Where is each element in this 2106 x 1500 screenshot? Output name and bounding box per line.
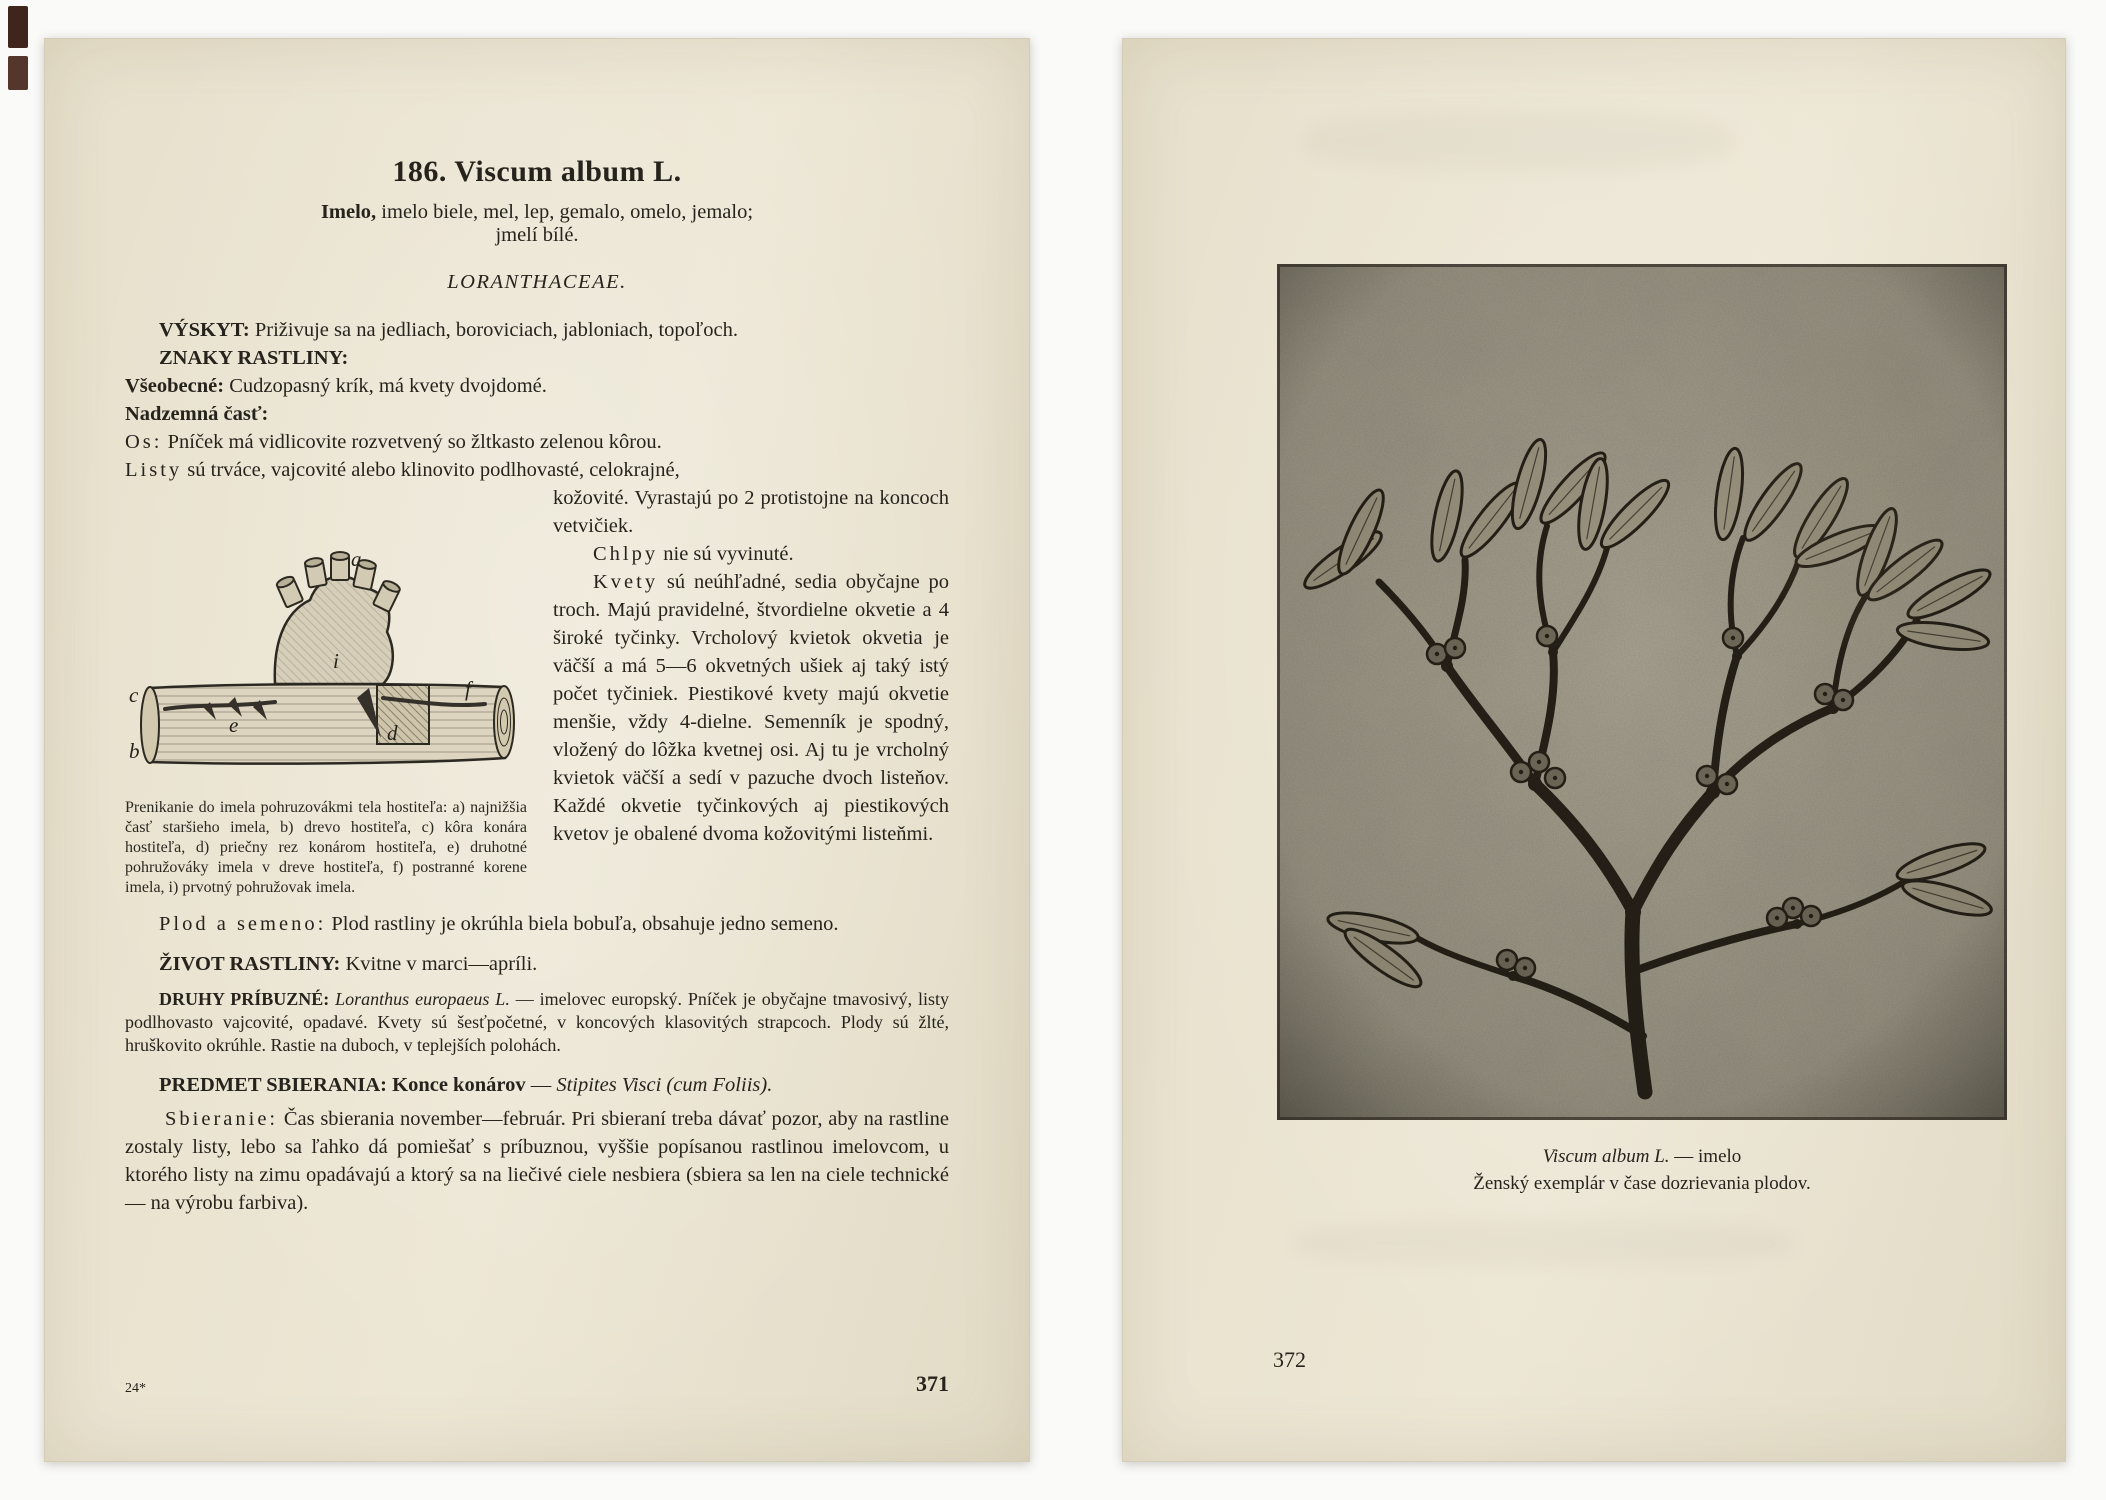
zivot-paragraph — [125, 950, 949, 978]
os-paragraph — [125, 428, 949, 456]
plod-paragraph — [125, 900, 949, 938]
figure-caption: Prenikanie do imela pohruzovákmi tela hostiteľa: a) najnižšia časť staršieho imela, b) drevo hostiteľa, c) kôra konára hostiteľa, d) priečny rez konárom hostiteľa, e) druhotné pohružováky imela v dreve hostiteľa, f) postranné korene imela, i) prvotný pohružovak imela. — [125, 799, 527, 896]
nadzemna-heading: Nadzemná časť: — [125, 403, 269, 425]
letter-a: a — [351, 547, 362, 571]
kvety-text: sú neúhľadné, sedia obyčajne po troch. Majú pravidelné, štvordielne okvetie a 4 široké tyčinky. Vrcholový kvietok okvetia je väčší a má 5—6 okvetných ušiek aj taký istý počet tyčiniek. Piestikové kvety majú okvetie menšie, vždy 4-dielne. Semenník je spodný, vložený do lôžka kvetnej osi. Aj tu je vrcholný kvietok väčší a sedí v pazuche dvoch listeňov. Každé okvetie tyčinkových aj piestikových kvetov je obalené dvoma kožovitými listeňmi. — [553, 571, 950, 845]
scan-edge-mark — [8, 56, 28, 90]
vseobecne-paragraph — [125, 372, 949, 400]
chlpy-text: nie sú vyvinuté. — [663, 543, 794, 565]
listy-text: sú trváce, vajcovité alebo klinovito podlhovasté, celokrajné, — [187, 459, 680, 481]
druhy-species: Loranthus europaeus L. — [335, 989, 510, 1009]
plate-caption-species: Viscum album L. — [1542, 1146, 1670, 1167]
predmet-object: Konce konárov — [392, 1074, 526, 1096]
chapter-title: 186. Viscum album L. — [392, 155, 682, 188]
host-penetration-drawing — [125, 492, 527, 790]
right-page — [1122, 38, 2066, 1462]
plod-label: Plod a semeno: — [159, 913, 327, 935]
vyskyt-paragraph — [125, 316, 949, 344]
family-name: LORANTHACEAE. — [447, 271, 627, 293]
right-page-number: 372 — [1273, 1347, 1306, 1372]
letter-e: e — [229, 713, 239, 737]
listy-continuation: kožovité. Vyrastajú po 2 protistojne na koncoch vetvičiek. — [553, 487, 949, 537]
bleedthrough-smudge — [1303, 109, 1733, 173]
letter-i: i — [333, 649, 339, 673]
scan-edge-mark — [8, 6, 28, 48]
vseobecne-label: Všeobecné: — [125, 375, 225, 397]
sbieranie-paragraph — [125, 1105, 949, 1217]
left-page — [44, 38, 1030, 1462]
vseobecne-text: Cudzopasný krík, má kvety dvojdomé. — [229, 375, 547, 397]
signature-mark: 24* — [125, 1381, 146, 1396]
left-page-number: 371 — [916, 1371, 949, 1396]
zivot-text: Kvitne v marci—apríli. — [345, 953, 538, 975]
letter-f: f — [465, 677, 471, 701]
os-text: Pníček má vidlicovite rozvetvený so žltkasto zelenou kôrou. — [167, 431, 662, 453]
host-penetration-figure — [125, 492, 527, 898]
common-names-line2: jmelí bílé. — [495, 224, 579, 246]
cross-section-cut — [377, 685, 429, 744]
listy-paragraph — [125, 456, 949, 484]
predmet-dash: — — [530, 1074, 552, 1096]
bleedthrough-smudge — [1293, 1219, 1793, 1267]
sbieranie-label: Sbieranie: — [165, 1108, 279, 1130]
znaky-heading: ZNAKY RASTLINY: — [159, 347, 349, 369]
plate-caption-common: — imelo — [1674, 1146, 1742, 1167]
druhy-text: — imelovec europský. Pníček je obyčajne tmavosivý, listy podlhovasto vajcovité, opadavé. Kvety sú šesťpočetné, v koncových klasovitých strapcoch. Plody sú žlté, hruškovito okrúhle. Rastie na duboch, v teplejších polohách. — [125, 989, 949, 1055]
sbieranie-text: Čas sbierania november—február. Pri sbieraní treba dávať pozor, aby na rastline zostaly listy, lebo sa ľahko dá pomiešať s príbuznou, vyššie popísanou rastlinou imelovcom, u ktorého listy na zimu opadávajú a ktorý sa na liečivé ciele nesbiera (sbiera sa len na ciele technické — na výrobu farbiva). — [125, 1108, 949, 1214]
common-names-rest: imelo biele, mel, lep, gemalo, omelo, jemalo; — [376, 201, 754, 223]
letter-c: c — [129, 683, 139, 707]
host-branch — [141, 684, 514, 764]
bleedthrough-smudge — [1773, 339, 1943, 639]
druhy-label: DRUHY PRÍBUZNÉ: — [159, 989, 330, 1009]
listy-label: Listy — [125, 459, 183, 481]
predmet-paragraph — [125, 1071, 949, 1099]
plate-caption-line2: Ženský exemplár v čase dozrievania plodov. — [1473, 1173, 1811, 1194]
letter-d: d — [387, 721, 398, 745]
predmet-label: PREDMET SBIERANIA: — [159, 1074, 388, 1096]
letter-b: b — [129, 739, 140, 763]
chlpy-label: Chlpy — [593, 543, 659, 565]
vyskyt-text: Priživuje sa na jedliach, boroviciach, jabloniach, topoľoch. — [254, 319, 738, 341]
plod-text: Plod rastliny je okrúhla biela bobuľa, obsahuje jedno semeno. — [331, 913, 839, 935]
common-names-line1 — [125, 201, 949, 224]
kvety-label: Kvety — [593, 571, 659, 593]
predmet-latin: Stipites Visci (cum Foliis). — [556, 1074, 773, 1096]
zivot-label: ŽIVOT RASTLINY: — [159, 953, 341, 975]
vyskyt-label: VÝSKYT: — [159, 319, 250, 341]
druhy-paragraph — [125, 988, 949, 1057]
plate-caption-line1 — [1277, 1146, 2007, 1168]
os-label: Os: — [125, 431, 163, 453]
left-page-footer — [125, 1371, 949, 1397]
common-name-lead: Imelo, — [320, 201, 377, 223]
